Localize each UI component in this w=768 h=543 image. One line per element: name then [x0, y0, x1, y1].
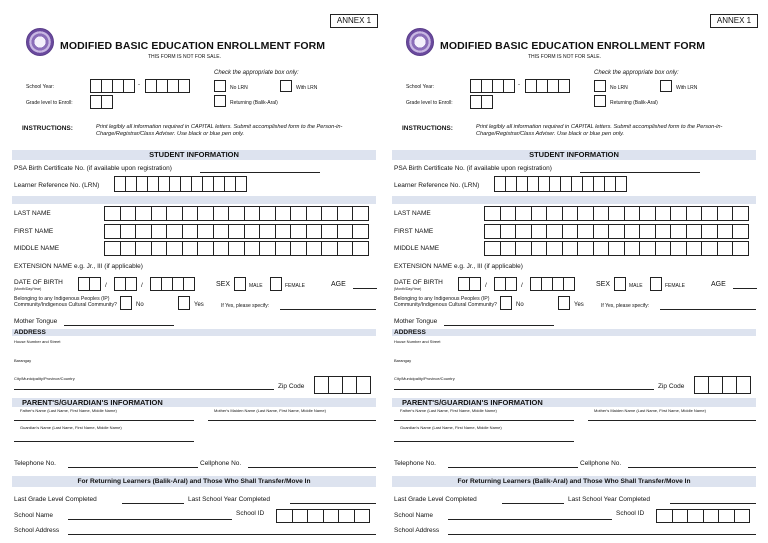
- school-year-start-boxes[interactable]: [90, 79, 134, 93]
- address-band: [12, 329, 376, 336]
- last-sy-field[interactable]: [290, 503, 376, 504]
- sex-label: SEX: [596, 281, 611, 288]
- dob-format: (Month/Day/Year): [394, 287, 422, 291]
- dob-month-boxes[interactable]: [78, 277, 100, 291]
- city-field[interactable]: [394, 389, 654, 390]
- dob-label: DATE OF BIRTH: [394, 279, 443, 286]
- cellphone-label: Cellphone No.: [580, 460, 622, 467]
- enrollment-form-left: [4, 0, 384, 543]
- student-info-band: [392, 150, 756, 160]
- last-name-label: LAST NAME: [394, 210, 431, 217]
- father-label: Father's Name (Last Name, First Name, Middle Name): [400, 408, 497, 413]
- mother-tongue-label: Mother Tongue: [394, 318, 438, 325]
- last-grade-field[interactable]: [502, 503, 564, 504]
- annex-label: ANNEX 1: [710, 14, 758, 28]
- name-band: [12, 196, 376, 204]
- male-checkbox[interactable]: [614, 277, 626, 291]
- age-field[interactable]: [733, 288, 757, 289]
- school-year-end-boxes[interactable]: [525, 79, 569, 93]
- student-info-band: [12, 150, 376, 160]
- dob-month-boxes[interactable]: [458, 277, 480, 291]
- dob-label: DATE OF BIRTH: [14, 279, 63, 286]
- school-name-field[interactable]: [68, 519, 232, 520]
- instructions-text: Print legibly all information required in CAPITAL letters. Submit accomplished form to the Person-in-Charge/Registrar/Class Adviser. Use black or blue pen only.: [476, 124, 723, 137]
- last-grade-label: Last Grade Level Completed: [14, 496, 97, 503]
- cellphone-label: Cellphone No.: [200, 460, 242, 467]
- mother-tongue-field[interactable]: [64, 325, 174, 326]
- name-band: [392, 196, 756, 204]
- instructions-text: Print legibly all information required in CAPITAL letters. Submit accomplished form to the Person-in-Charge/Registrar/Class Adviser. Use black or blue pen only.: [96, 124, 343, 137]
- no-lrn-checkbox[interactable]: [214, 80, 226, 92]
- guardian-field[interactable]: [394, 441, 574, 442]
- barangay-label: Barangay: [394, 358, 412, 363]
- female-checkbox[interactable]: [270, 277, 282, 291]
- school-id-boxes[interactable]: [276, 509, 369, 523]
- parent-band: [392, 398, 756, 407]
- returning-band: [12, 476, 376, 487]
- telephone-field[interactable]: [448, 467, 578, 468]
- first-name-boxes[interactable]: [484, 224, 748, 239]
- sex-label: SEX: [216, 281, 231, 288]
- school-name-label: School Name: [394, 512, 434, 519]
- ip-yes-label: Yes: [194, 302, 204, 308]
- city-label: City/Municipality/Province/Country: [14, 376, 75, 381]
- school-year-dash: -: [518, 82, 520, 88]
- last-sy-field[interactable]: [670, 503, 756, 504]
- mother-label: Mother's Maiden Name (Last Name, First Name, Middle Name): [214, 408, 326, 413]
- student-info-heading: STUDENT INFORMATION: [529, 150, 619, 159]
- school-address-label: School Address: [14, 527, 60, 534]
- student-info-heading: STUDENT INFORMATION: [149, 150, 239, 159]
- returning-checkbox[interactable]: [594, 95, 606, 107]
- deped-seal-icon: [26, 28, 54, 56]
- age-label: AGE: [331, 281, 346, 288]
- telephone-field[interactable]: [68, 467, 198, 468]
- father-field[interactable]: [14, 420, 194, 421]
- mother-label: Mother's Maiden Name (Last Name, First Name, Middle Name): [594, 408, 706, 413]
- female-label: FEMALE: [665, 283, 686, 289]
- lrn-label: Learner Reference No. (LRN): [14, 182, 100, 189]
- address-band: [392, 329, 756, 336]
- middle-name-boxes[interactable]: [104, 241, 368, 256]
- ip-yes-label: Yes: [574, 302, 584, 308]
- ip-no-label: No: [136, 302, 144, 308]
- with-lrn-label: With LRN: [296, 85, 318, 91]
- ip-specify-field[interactable]: [280, 309, 376, 310]
- male-label: MALE: [249, 283, 263, 289]
- ip-specify-label: If Yes, please specify:: [601, 303, 650, 309]
- last-grade-label: Last Grade Level Completed: [394, 496, 477, 503]
- enrollment-form-right: [384, 0, 764, 543]
- ip-yes-checkbox[interactable]: [558, 296, 570, 310]
- psa-field[interactable]: [200, 172, 320, 173]
- last-name-label: LAST NAME: [14, 210, 51, 217]
- dob-slash-2: /: [141, 282, 143, 289]
- ip-yes-checkbox[interactable]: [178, 296, 190, 310]
- mother-field[interactable]: [588, 420, 756, 421]
- returning-checkbox[interactable]: [214, 95, 226, 107]
- first-name-boxes[interactable]: [104, 224, 368, 239]
- form-title: MODIFIED BASIC EDUCATION ENROLLMENT FORM: [440, 40, 706, 52]
- female-label: FEMALE: [285, 283, 306, 289]
- dob-year-boxes[interactable]: [150, 277, 194, 291]
- returning-band: [392, 476, 756, 487]
- telephone-label: Telephone No.: [14, 460, 56, 467]
- house-street-label: House Number and Street: [14, 339, 61, 344]
- instructions-heading: INSTRUCTIONS:: [22, 125, 73, 132]
- school-year-start-boxes[interactable]: [470, 79, 514, 93]
- guardian-field[interactable]: [14, 441, 194, 442]
- ip-specify-field[interactable]: [660, 309, 756, 310]
- school-id-boxes[interactable]: [656, 509, 749, 523]
- with-lrn-label: With LRN: [676, 85, 698, 91]
- address-heading: ADDRESS: [394, 329, 426, 336]
- dob-year-boxes[interactable]: [530, 277, 574, 291]
- grade-label: Grade level to Enroll:: [406, 100, 453, 106]
- ip-no-label: No: [516, 302, 524, 308]
- school-year-end-boxes[interactable]: [145, 79, 189, 93]
- barangay-label: Barangay: [14, 358, 32, 363]
- check-note: Check the appropriate box only:: [214, 70, 299, 76]
- last-name-boxes[interactable]: [484, 206, 748, 221]
- city-field[interactable]: [14, 389, 274, 390]
- dob-slash-1: /: [105, 282, 107, 289]
- last-sy-label: Last School Year Completed: [188, 496, 271, 503]
- parent-info-heading: PARENT'S/GUARDIAN'S INFORMATION: [22, 398, 163, 407]
- lrn-boxes[interactable]: [494, 176, 626, 192]
- guardian-label: Guardian's Name (Last Name, First Name, Middle Name): [400, 425, 502, 430]
- form-subtitle: THIS FORM IS NOT FOR SALE.: [148, 54, 221, 60]
- last-name-boxes[interactable]: [104, 206, 368, 221]
- school-address-field[interactable]: [448, 534, 756, 535]
- address-heading: ADDRESS: [14, 329, 46, 336]
- cellphone-field[interactable]: [628, 467, 756, 468]
- school-id-label: School ID: [236, 510, 265, 517]
- cellphone-field[interactable]: [248, 467, 376, 468]
- male-checkbox[interactable]: [234, 277, 246, 291]
- no-lrn-checkbox[interactable]: [594, 80, 606, 92]
- zip-boxes[interactable]: [314, 376, 370, 394]
- grade-label: Grade level to Enroll:: [26, 100, 73, 106]
- with-lrn-checkbox[interactable]: [660, 80, 672, 92]
- school-address-field[interactable]: [68, 534, 376, 535]
- dob-slash-2: /: [521, 282, 523, 289]
- ip-no-checkbox[interactable]: [120, 296, 132, 310]
- form-subtitle: THIS FORM IS NOT FOR SALE.: [528, 54, 601, 60]
- returning-heading: For Returning Learners (Balik-Aral) and Those Who Shall Transfer/Move In: [77, 478, 311, 485]
- no-lrn-label: No LRN: [230, 85, 248, 91]
- first-name-label: FIRST NAME: [394, 228, 434, 235]
- check-note: Check the appropriate box only:: [594, 70, 679, 76]
- no-lrn-label: No LRN: [610, 85, 628, 91]
- parent-info-heading: PARENT'S/GUARDIAN'S INFORMATION: [402, 398, 543, 407]
- annex-label: ANNEX 1: [330, 14, 378, 28]
- school-address-label: School Address: [394, 527, 440, 534]
- form-title: MODIFIED BASIC EDUCATION ENROLLMENT FORM: [60, 40, 326, 52]
- school-id-label: School ID: [616, 510, 645, 517]
- dob-slash-1: /: [485, 282, 487, 289]
- lrn-boxes[interactable]: [114, 176, 246, 192]
- ip-specify-label: If Yes, please specify:: [221, 303, 270, 309]
- dob-format: (Month/Day/Year): [14, 287, 42, 291]
- middle-name-label: MIDDLE NAME: [14, 245, 60, 252]
- school-name-label: School Name: [14, 512, 54, 519]
- deped-seal-icon: [406, 28, 434, 56]
- last-sy-label: Last School Year Completed: [568, 496, 651, 503]
- extension-name-label: EXTENSION NAME e.g. Jr., III (if applicable): [394, 263, 523, 270]
- instructions-heading: INSTRUCTIONS:: [402, 125, 453, 132]
- ip-question: Belonging to any Indigenous Peoples (IP) Community/Indigenous Cultural Community?: [394, 296, 497, 308]
- psa-field[interactable]: [580, 172, 700, 173]
- psa-label: PSA Birth Certificate No. (if available upon registration): [394, 165, 552, 172]
- male-label: MALE: [629, 283, 643, 289]
- grade-boxes[interactable]: [470, 95, 492, 109]
- mother-field[interactable]: [208, 420, 376, 421]
- lrn-label: Learner Reference No. (LRN): [394, 182, 480, 189]
- city-label: City/Municipality/Province/Country: [394, 376, 455, 381]
- returning-label: Returning (Balik-Aral): [230, 100, 278, 106]
- returning-heading: For Returning Learners (Balik-Aral) and Those Who Shall Transfer/Move In: [457, 478, 691, 485]
- zip-label: Zip Code: [278, 383, 305, 390]
- school-year-label: School Year:: [26, 84, 55, 90]
- guardian-label: Guardian's Name (Last Name, First Name, Middle Name): [20, 425, 122, 430]
- mother-tongue-label: Mother Tongue: [14, 318, 58, 325]
- mother-tongue-field[interactable]: [444, 325, 554, 326]
- father-label: Father's Name (Last Name, First Name, Middle Name): [20, 408, 117, 413]
- school-name-field[interactable]: [448, 519, 612, 520]
- zip-boxes[interactable]: [694, 376, 750, 394]
- female-checkbox[interactable]: [650, 277, 662, 291]
- telephone-label: Telephone No.: [394, 460, 436, 467]
- first-name-label: FIRST NAME: [14, 228, 54, 235]
- school-year-dash: -: [138, 82, 140, 88]
- dob-day-boxes[interactable]: [114, 277, 136, 291]
- parent-band: [12, 398, 376, 407]
- returning-label: Returning (Balik-Aral): [610, 100, 658, 106]
- dob-day-boxes[interactable]: [494, 277, 516, 291]
- ip-question: Belonging to any Indigenous Peoples (IP) Community/Indigenous Cultural Community?: [14, 296, 117, 308]
- father-field[interactable]: [394, 420, 574, 421]
- extension-name-label: EXTENSION NAME e.g. Jr., III (if applicable): [14, 263, 143, 270]
- middle-name-label: MIDDLE NAME: [394, 245, 440, 252]
- age-label: AGE: [711, 281, 726, 288]
- last-grade-field[interactable]: [122, 503, 184, 504]
- age-field[interactable]: [353, 288, 377, 289]
- house-street-label: House Number and Street: [394, 339, 441, 344]
- school-year-label: School Year:: [406, 84, 435, 90]
- with-lrn-checkbox[interactable]: [280, 80, 292, 92]
- psa-label: PSA Birth Certificate No. (if available upon registration): [14, 165, 172, 172]
- middle-name-boxes[interactable]: [484, 241, 748, 256]
- grade-boxes[interactable]: [90, 95, 112, 109]
- ip-no-checkbox[interactable]: [500, 296, 512, 310]
- zip-label: Zip Code: [658, 383, 685, 390]
